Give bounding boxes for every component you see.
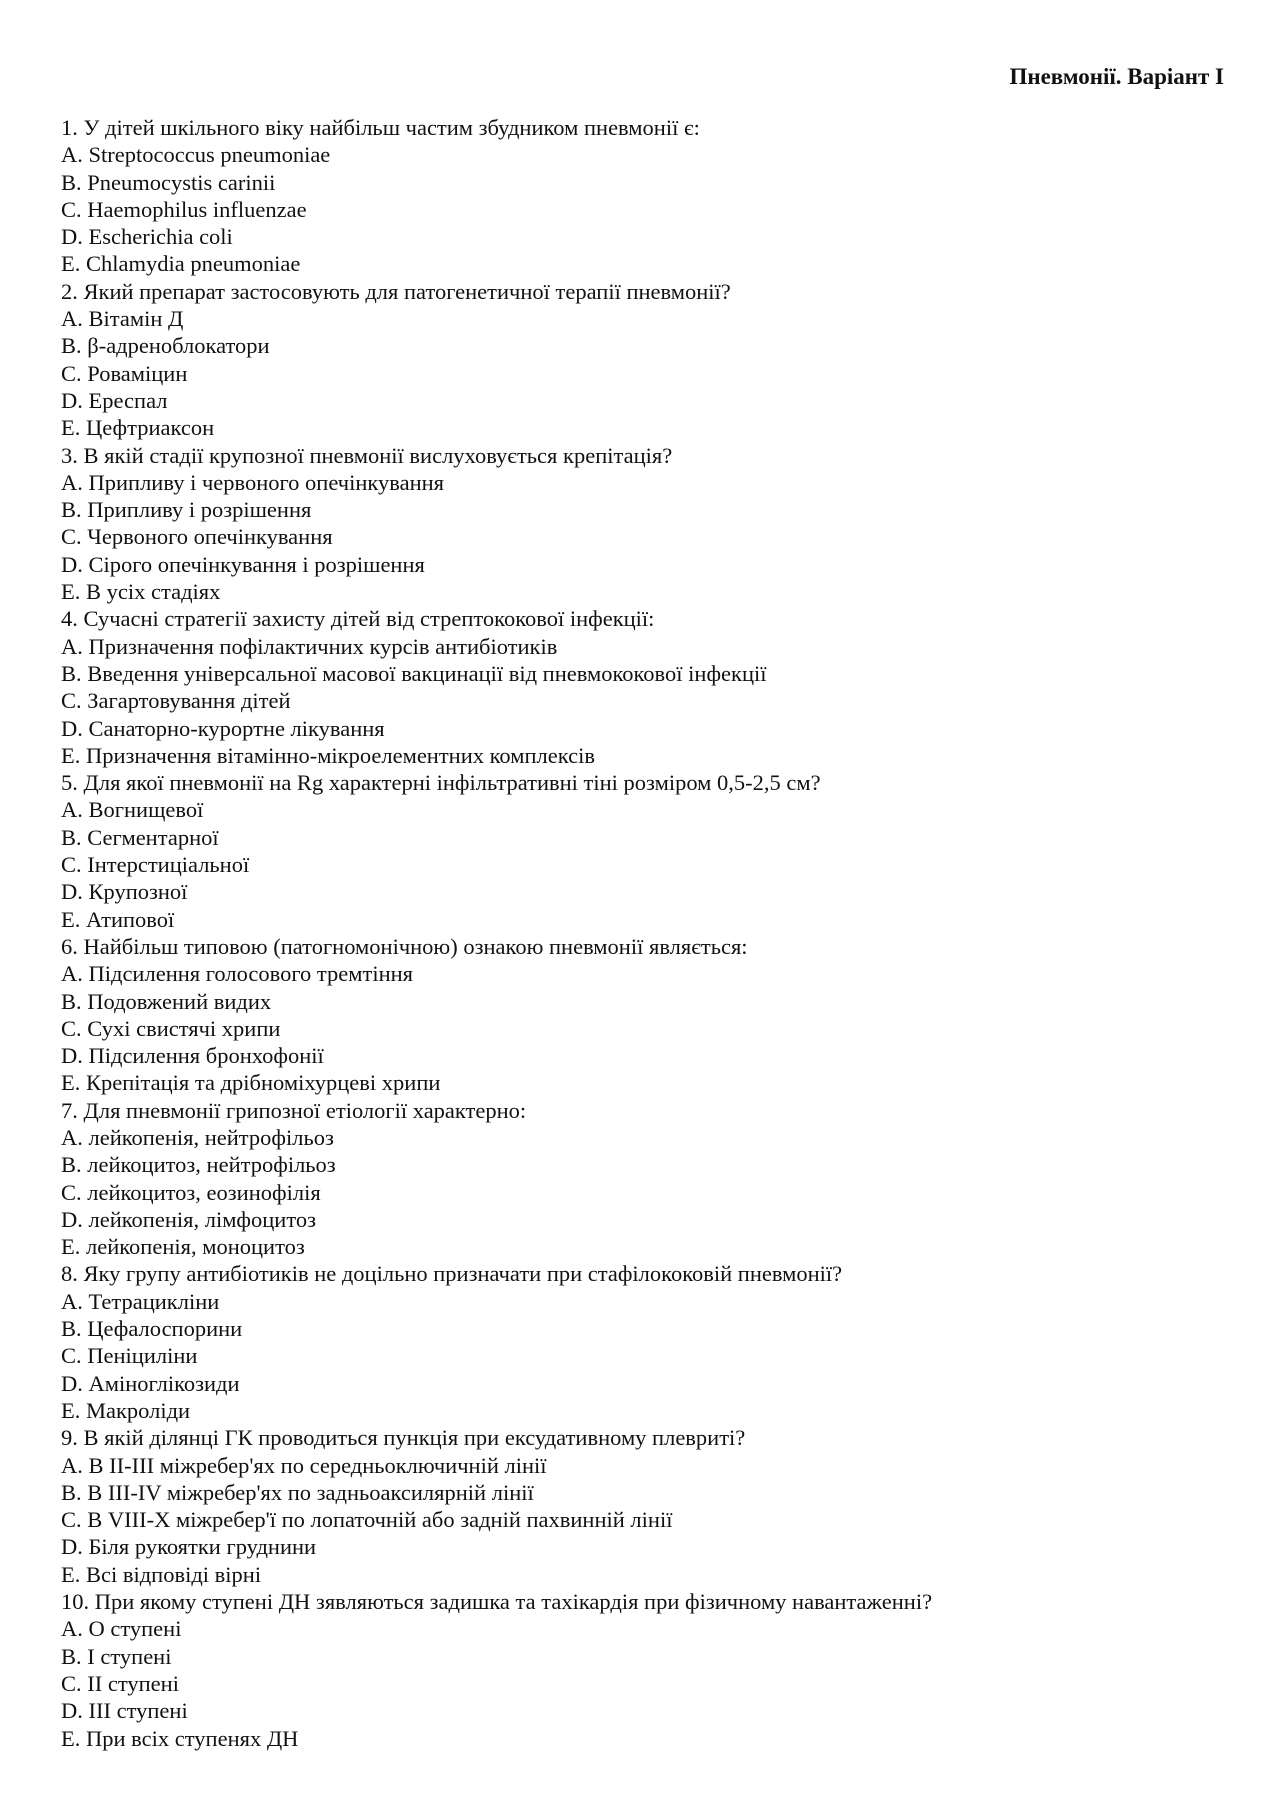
answer-option: В. Введення універсальної масової вакцинації від пневмококової інфекції xyxy=(61,660,767,686)
answer-option: В. В ІІІ-IV міжребер'ях по задньоаксилярній лінії xyxy=(61,1479,534,1505)
question-text: 8. Яку групу антибіотиків не доцільно призначати при стафілококовій пневмонії? xyxy=(61,1261,843,1287)
answer-option: D. Сірого опечінкування і розрішення xyxy=(61,551,425,577)
answer-option: D. Біля рукоятки груднини xyxy=(61,1534,317,1560)
answer-option: А. Тетрацикліни xyxy=(61,1288,220,1314)
answer-option: А. О ступені xyxy=(61,1616,182,1642)
question-block xyxy=(61,1097,1241,1261)
answer-option: С. Сухі свистячі хрипи xyxy=(61,1015,281,1041)
answer-option: Е. В усіх стадіях xyxy=(61,579,221,605)
answer-option: Е. Макроліди xyxy=(61,1397,191,1423)
answer-option: С. Інтерстиціальної xyxy=(61,852,250,878)
answer-option: В. лейкоцитоз, нейтрофільоз xyxy=(61,1152,336,1178)
answer-option: В. І ступені xyxy=(61,1643,172,1669)
answer-option: А. Припливу і червоного опечінкування xyxy=(61,469,444,495)
answer-option: Е. Крепітація та дрібноміхурцеві хрипи xyxy=(61,1070,441,1096)
answer-option: Е. Chlamydia pneumoniae xyxy=(61,251,301,277)
question-block xyxy=(61,1424,1241,1588)
answer-option: С. В VIII-X міжребер'ї по лопаточній або задній пахвинній лінії xyxy=(61,1507,673,1533)
question-text: 1. У дітей шкільного віку найбільш частим збудником пневмонії є: xyxy=(61,115,700,140)
answer-option: А. Streptococcus pneumoniae xyxy=(61,142,331,168)
question-block xyxy=(61,278,1241,442)
answer-option: Е. При всіх ступенях ДН xyxy=(61,1725,299,1751)
answer-option: С. Пеніциліни xyxy=(61,1343,198,1369)
question-text: 10. При якому ступені ДН зявляються задишка та тахікардія при фізичному навантаженні? xyxy=(61,1589,933,1615)
answer-option: Е. Всі відповіді вірні xyxy=(61,1561,262,1587)
answer-option: В. Сегментарної xyxy=(61,824,219,850)
answer-option: В. Подовжений видих xyxy=(61,988,272,1014)
answer-option: В. β-адреноблокатори xyxy=(61,333,270,359)
question-block xyxy=(61,1588,1241,1752)
answer-option: Е. лейкопенія, моноцитоз xyxy=(61,1234,305,1260)
answer-option: D. Ереспал xyxy=(61,387,168,413)
answer-option: С. лейкоцитоз, еозинофілія xyxy=(61,1179,321,1205)
answer-option: D. Підсилення бронхофонії xyxy=(61,1043,324,1069)
answer-option: D. Санаторно-курортне лікування xyxy=(61,715,385,741)
answer-option: В. Pneumocystis carinii xyxy=(61,169,276,195)
question-block xyxy=(61,442,1241,606)
answer-option: D. Escherichia coli xyxy=(61,224,233,250)
page-title: Пневмонії. Варіант І xyxy=(1009,64,1224,89)
answer-option: С. Загартовування дітей xyxy=(61,688,291,714)
question-list xyxy=(61,114,1241,1752)
answer-option: D. лейкопенія, лімфоцитоз xyxy=(61,1206,317,1232)
question-block xyxy=(61,605,1241,769)
answer-option: А. Призначення пофілактичних курсів антибіотиків xyxy=(61,633,558,659)
answer-option: С. Роваміцин xyxy=(61,360,188,386)
answer-option: Е. Цефтриаксон xyxy=(61,415,215,441)
answer-option: Е. Атипової xyxy=(61,906,175,932)
question-text: 2. Який препарат застосовують для патогенетичної терапії пневмонії? xyxy=(61,278,731,304)
answer-option: С. Haemophilus influenzae xyxy=(61,196,307,222)
answer-option: В. Припливу і розрішення xyxy=(61,497,312,523)
question-block xyxy=(61,933,1241,1097)
answer-option: D. Крупозної xyxy=(61,879,188,905)
question-block xyxy=(61,769,1241,933)
answer-option: D. Аміноглікозиди xyxy=(61,1370,240,1396)
question-text: 7. Для пневмонії грипозної етіології характерно: xyxy=(61,1097,527,1123)
question-text: 3. В якій стадії крупозної пневмонії вислуховується крепітація? xyxy=(61,442,673,468)
answer-option: С. ІІ ступені xyxy=(61,1670,179,1696)
answer-option: А. Вітамін Д xyxy=(61,306,184,332)
answer-option: А. В ІІ-ІІІ міжребер'ях по середньоключичній лінії xyxy=(61,1452,547,1478)
answer-option: А. Вогнищевої xyxy=(61,797,204,823)
answer-option: В. Цефалоспорини xyxy=(61,1316,243,1342)
answer-option: А. Підсилення голосового тремтіння xyxy=(61,961,414,987)
answer-option: Е. Призначення вітамінно-мікроелементних комплексів xyxy=(61,742,595,768)
answer-option: D. ІІІ ступені xyxy=(61,1698,188,1724)
question-text: 4. Сучасні стратегії захисту дітей від стрептококової інфекції: xyxy=(61,606,655,632)
answer-option: С. Червоного опечінкування xyxy=(61,524,333,550)
question-block xyxy=(61,114,1241,278)
question-text: 6. Найбільш типовою (патогномонічною) ознакою пневмонії являється: xyxy=(61,933,748,959)
question-text: 9. В якій ділянці ГК проводиться пункція при ексудативному плевриті? xyxy=(61,1425,746,1451)
answer-option: А. лейкопенія, нейтрофільоз xyxy=(61,1124,334,1150)
question-block xyxy=(61,1260,1241,1424)
question-text: 5. Для якої пневмонії на Rg характерні інфільтративні тіні розміром 0,5-2,5 см? xyxy=(61,770,821,796)
